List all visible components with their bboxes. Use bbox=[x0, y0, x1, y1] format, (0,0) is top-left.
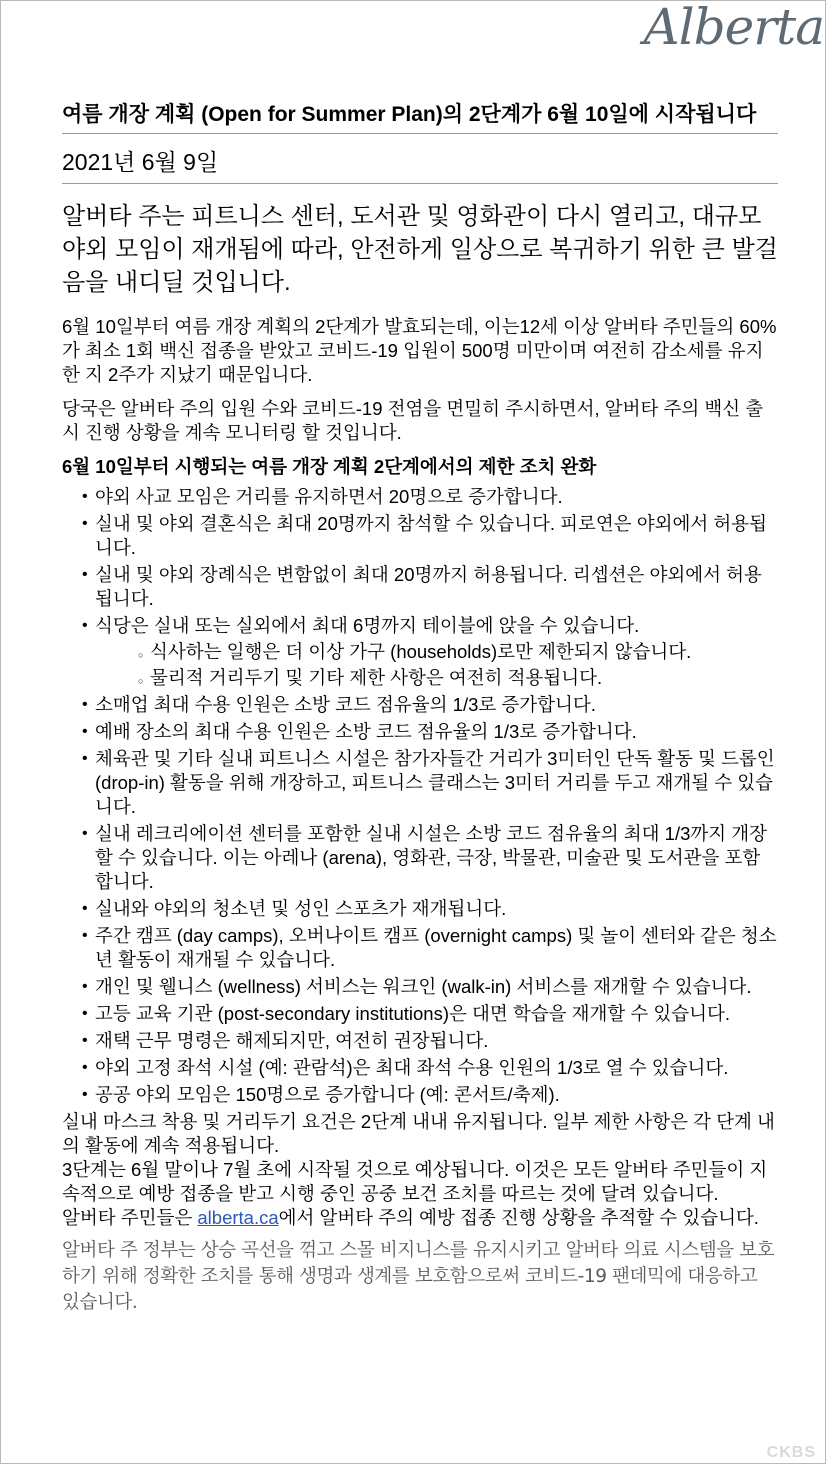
list-item: • 예배 장소의 최대 수용 인원은 소방 코드 점유율의 1/3로 증가합니다. bbox=[62, 720, 778, 744]
date-divider bbox=[62, 183, 778, 184]
list-item: • 재택 근무 명령은 해제되지만, 여전히 권장됩니다. bbox=[62, 1029, 778, 1053]
list-item: • 체육관 및 기타 실내 피트니스 시설은 참가자들간 거리가 3미터인 단독 활동 및 드롭인 (drop-in) 활동을 위해 개장하고, 피트니스 클래스는 3미터 거리를 두고 재개될 수 있습니다. bbox=[62, 747, 778, 819]
body-paragraph-2: 당국은 알버타 주의 입원 수와 코비드-19 전염을 면밀히 주시하면서, 알버타 주의 백신 출시 진행 상황을 계속 모니터링 할 것입니다. bbox=[62, 398, 764, 443]
page-title: 여름 개장 계획 (Open for Summer Plan)의 2단계가 6월 10일에 시작됩니다 bbox=[62, 103, 757, 126]
list-item: • 소매업 최대 수용 인원은 소방 코드 점유율의 1/3로 증가합니다. bbox=[62, 693, 778, 717]
closing-paragraph-2: 3단계는 6월 말이나 7월 초에 시작될 것으로 예상됩니다. 이것은 모든 알버타 주민들이 지속적으로 예방 접종을 받고 시행 중인 공중 보건 조치를 따르는 것에 달려 있습니다. bbox=[62, 1159, 768, 1204]
sub-list-item: ○ 물리적 거리두기 및 기타 제한 사항은 여전히 적용됩니다. bbox=[62, 666, 778, 690]
alberta-logo: Alberta bbox=[643, 0, 824, 56]
footer-note: 알버타 주 정부는 상승 곡선을 꺾고 스몰 비지니스를 유지시키고 알버타 의료 시스템을 보호하기 위해 정확한 조치를 통해 생명과 생계를 보호함으로써 코비드-19 팬데믹에 대응하고 있습니다. bbox=[62, 1240, 775, 1313]
list-item: • 개인 및 웰니스 (wellness) 서비스는 워크인 (walk-in) 서비스를 재개할 수 있습니다. bbox=[62, 975, 778, 999]
list-item: • 실내와 야외의 청소년 및 성인 스포츠가 재개됩니다. bbox=[62, 897, 778, 921]
list-item-text: 식당은 실내 또는 실외에서 최대 6명까지 테이블에 앉을 수 있습니다. bbox=[95, 615, 640, 636]
closing-3-prefix: 알버타 주민들은 bbox=[62, 1207, 198, 1228]
list-item: • 실내 및 야외 결혼식은 최대 20명까지 참석할 수 있습니다. 피로연은 야외에서 허용됩니다. bbox=[62, 512, 778, 560]
body-paragraph-1: 6월 10일부터 여름 개장 계획의 2단계가 발효되는데, 이는12세 이상 알버타 주민들의 60%가 최소 1회 백신 접종을 받았고 코비드-19 입원이 500명 미만이며 여전히 감소세를 유지한 지 2주가 지났기 때문입니다. bbox=[62, 316, 777, 385]
list-item: • 주간 캠프 (day camps), 오버나이트 캠프 (overnight camps) 및 놀이 센터와 같은 청소년 활동이 재개될 수 있습니다. bbox=[62, 924, 778, 972]
list-item: • 야외 고정 좌석 시설 (예: 관람석)은 최대 좌석 수용 인원의 1/3로 열 수 있습니다. bbox=[62, 1056, 778, 1080]
alberta-ca-link[interactable]: alberta.ca bbox=[197, 1207, 279, 1228]
lead-paragraph: 알버타 주는 피트니스 센터, 도서관 및 영화관이 다시 열리고, 대규모 야외 모임이 재개됨에 따라, 안전하게 일상으로 복귀하기 위한 큰 발걸음을 내디딜 것입니다. bbox=[62, 203, 778, 296]
list-item: • 공공 야외 모임은 150명으로 증가합니다 (예: 콘서트/축제). bbox=[62, 1083, 778, 1107]
restrictions-heading: 6월 10일부터 시행되는 여름 개장 계획 2단계에서의 제한 조치 완화 bbox=[62, 456, 597, 477]
list-item: • 실내 레크리에이션 센터를 포함한 실내 시설은 소방 코드 점유율의 최대 1/3까지 개장할 수 있습니다. 이는 아레나 (arena), 영화관, 극장, 박물관, 미술관 및 도서관을 포함합니다. bbox=[62, 822, 778, 894]
list-item-restaurants bbox=[62, 614, 778, 690]
closing-paragraph-3 bbox=[62, 1206, 778, 1230]
list-item: • 고등 교육 기관 (post-secondary institutions)은 대면 학습을 재개할 수 있습니다. bbox=[62, 1002, 778, 1026]
list-item: • 실내 및 야외 장례식은 변함없이 최대 20명까지 허용됩니다. 리셉션은 야외에서 허용됩니다. bbox=[62, 563, 778, 611]
closing-3-suffix: 에서 알버타 주의 예방 접종 진행 상황을 추적할 수 있습니다. bbox=[278, 1207, 759, 1228]
list-item: • 야외 사교 모임은 거리를 유지하면서 20명으로 증가합니다. bbox=[62, 485, 778, 509]
restrictions-list bbox=[62, 485, 778, 1107]
closing-section bbox=[62, 1110, 778, 1230]
release-date: 2021년 6월 9일 bbox=[62, 149, 219, 175]
news-release bbox=[62, 100, 778, 1316]
closing-paragraph-1: 실내 마스크 착용 및 거리두기 요건은 2단계 내내 유지됩니다. 일부 제한 사항은 각 단계 내의 활동에 계속 적용됩니다. bbox=[62, 1111, 775, 1156]
sub-list-item: ○ 식사하는 일행은 더 이상 가구 (households)로만 제한되지 않습니다. bbox=[62, 640, 778, 664]
title-divider bbox=[62, 133, 778, 134]
ckbs-watermark: CKBS bbox=[766, 1444, 816, 1461]
restaurant-sublist bbox=[95, 640, 778, 690]
